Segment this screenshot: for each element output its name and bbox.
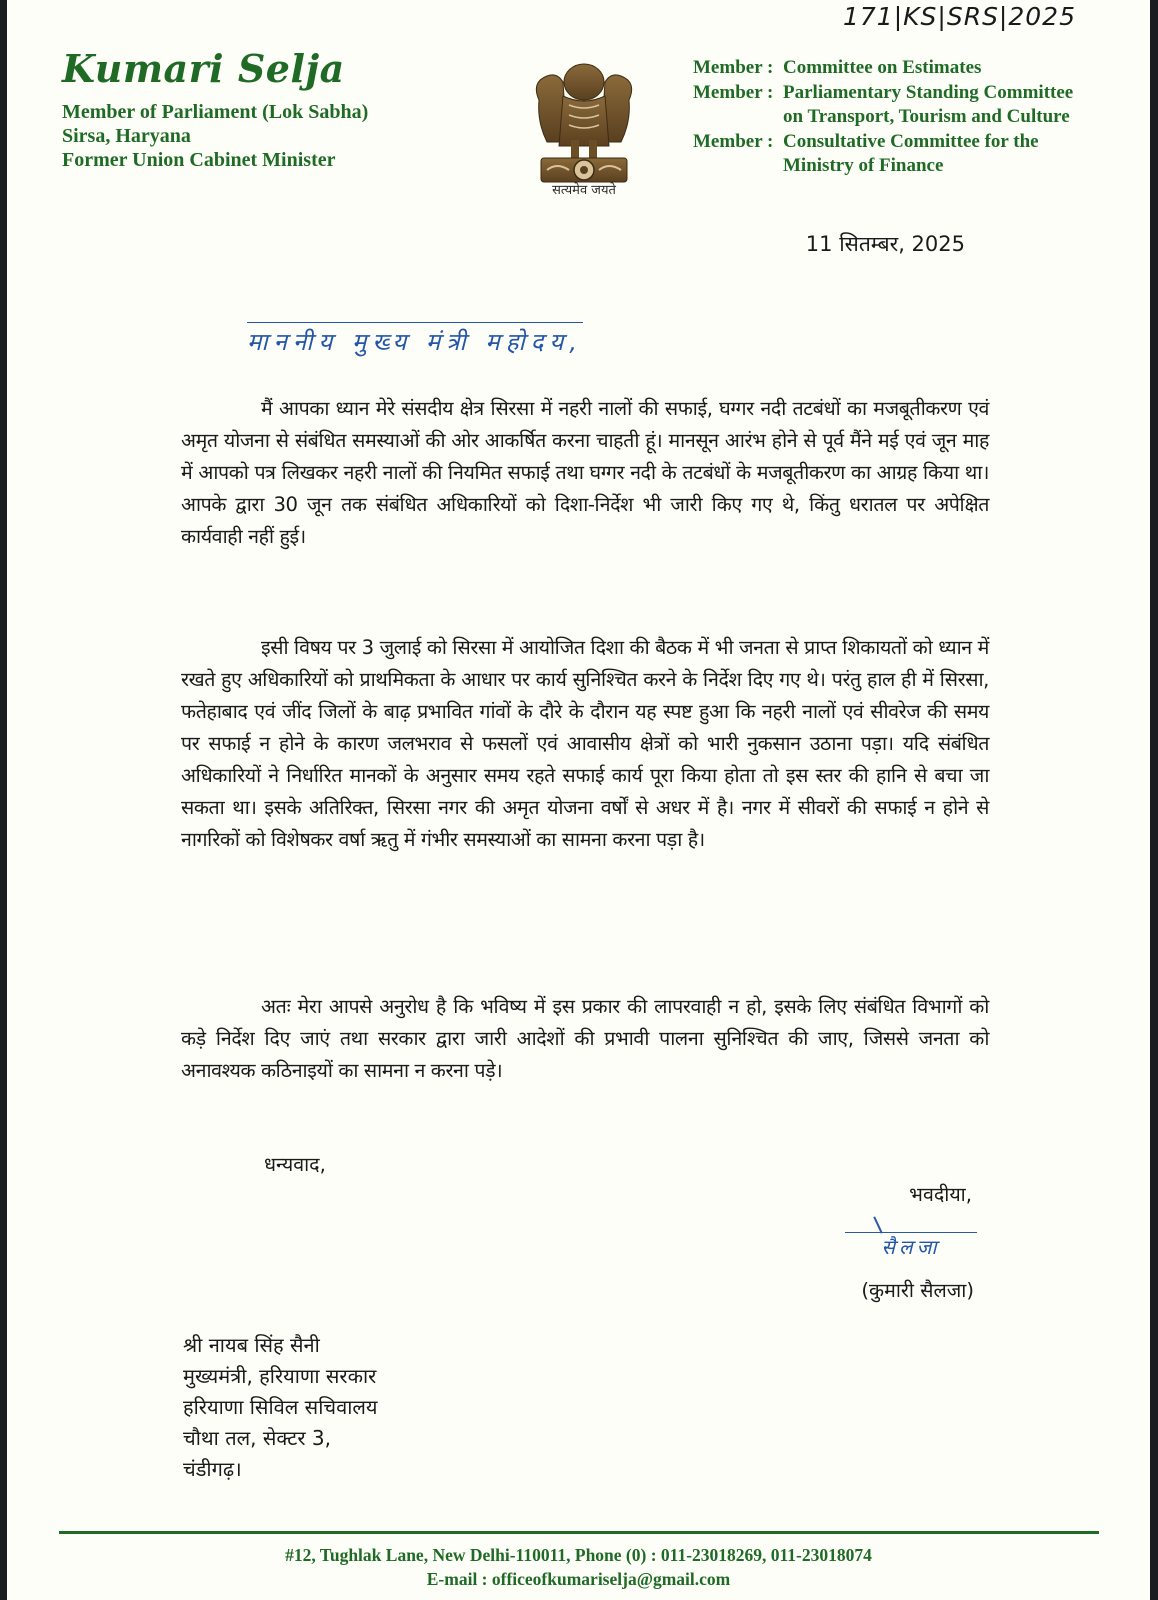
body-paragraph bbox=[181, 991, 989, 1087]
footer bbox=[7, 1543, 1150, 1591]
footer-email: E-mail : officeofkumariselja@gmail.com bbox=[426, 1569, 731, 1589]
recipient-address bbox=[183, 1330, 378, 1485]
membership-label: Member : bbox=[693, 57, 774, 78]
handwritten-signature: सैलजा bbox=[845, 1232, 977, 1260]
membership-label: Member : bbox=[693, 130, 774, 152]
letter-page bbox=[7, 0, 1150, 1600]
reference-number: 171|KS|SRS|2025 bbox=[843, 2, 1076, 31]
letterhead-name: Kumari Selja bbox=[62, 46, 345, 91]
signature-stroke bbox=[873, 1216, 882, 1233]
recipient-line: हरियाणा सिविल सचिवालय bbox=[183, 1395, 378, 1419]
recipient-line: श्री नायब सिंह सैनी bbox=[183, 1333, 320, 1357]
membership-line: Consultative Committee for the bbox=[783, 130, 1039, 152]
paragraph-text: इसी विषय पर 3 जुलाई को सिरसा में आयोजित दिशा की बैठक में भी जनता से प्राप्त शिकायतों को ध्यान में रखते हुए अधिकारियों को प्राथमिकता के आधार पर कार्य सुनिश्चित करने के निर्देश दिए गए थे। परंतु हाल ही में सिरसा, फतेहाबाद एवं जींद जिलों के बाढ़ प्रभावित गांवों के दौरे के दौरान यह स्पष्ट हुआ कि नहरी नालों एवं सीवरेज की समय पर सफाई न होने के कारण जलभराव से फसलों एवं आवासीय क्षेत्रों को भारी नुकसान उठाना पड़ा। यदि संबंधित अधिकारियों ने निर्धारित मानकों के अनुसार समय रहते सफाई कार्य पूरा किया होता तो इस स्तर की हानि से बचा जा सकता था। इसके अतिरिक्त, सिरसा नगर की अमृत योजना वर्षों से अधर में है। नगर में सीवरों की सफाई न होने से नागरिकों को विशेषकर वर्षा ऋतु में गंभीर समस्याओं का सामना करना पड़ा है। bbox=[181, 636, 989, 851]
sender-name: (कुमारी सैलजा) bbox=[861, 1279, 974, 1302]
paragraph-text: मैं आपका ध्यान मेरे संसदीय क्षेत्र सिरसा में नहरी नालों की सफाई, घग्गर नदी तटबंधों का मजबूतीकरण एवं अमृत योजना से संबंधित समस्याओं की ओर आकर्षित करना चाहती हूं। मानसून आरंभ होने से पूर्व मैंने मई एवं जून माह में आपको पत्र लिखकर नहरी नालों की नियमित सफाई तथा घग्गर नदी के तटबंधों के मजबूतीकरण का आग्रह किया था। आपके द्वारा 30 जून तक संबंधित अधिकारियों को दिशा-निर्देश भी जारी किए गए थे, किंतु धरातल पर अपेक्षित कार्यवाही नहीं हुई। bbox=[181, 397, 989, 548]
national-emblem-icon bbox=[525, 50, 643, 200]
emblem-motto: सत्यमेव जयते bbox=[552, 183, 616, 198]
membership-line: Parliamentary Standing Committee bbox=[783, 81, 1074, 103]
paragraph-text: अतः मेरा आपसे अनुरोध है कि भविष्य में इस प्रकार की लापरवाही न हो, इसके लिए संबंधित विभागों को कड़े निर्देश दिए जाएं तथा सरकार द्वारा जारी आदेशों की प्रभावी पालना सुनिश्चित की जाए, जिससे जनता को अनावश्यक कठिनाइयों का सामना न करना पड़े। bbox=[181, 995, 989, 1082]
membership-line: Ministry of Finance bbox=[783, 155, 944, 176]
membership-line: on Transport, Tourism and Culture bbox=[783, 106, 1070, 127]
membership-value bbox=[783, 56, 981, 81]
recipient-line: चौथा तल, सेक्टर 3, bbox=[183, 1426, 331, 1450]
designation-line: Former Union Cabinet Minister bbox=[62, 149, 336, 171]
footer-address: #12, Tughlak Lane, New Delhi-110011, Phone (0) : 011-23018269, 011-23018074 bbox=[285, 1545, 872, 1565]
designation-line: Sirsa, Haryana bbox=[62, 125, 191, 147]
membership-item bbox=[693, 56, 1073, 81]
membership-value bbox=[783, 130, 1039, 179]
recipient-line: चंडीगढ़। bbox=[183, 1457, 242, 1481]
membership-item bbox=[693, 130, 1073, 179]
membership-label: Member : bbox=[693, 81, 774, 103]
salutation: माननीय मुख्य मंत्री महोदय, bbox=[247, 322, 583, 358]
letter-date: 11 सितम्बर, 2025 bbox=[805, 232, 965, 256]
designation-line: Member of Parliament (Lok Sabha) bbox=[62, 101, 369, 123]
letterhead-memberships bbox=[693, 56, 1073, 179]
footer-divider bbox=[59, 1531, 1099, 1534]
body-paragraph bbox=[181, 393, 989, 553]
letterhead-designation bbox=[62, 100, 368, 172]
membership-value bbox=[783, 81, 1073, 130]
closing-thanks: धन्यवाद, bbox=[264, 1153, 326, 1176]
body-paragraph bbox=[181, 632, 989, 856]
membership-item bbox=[693, 81, 1073, 130]
recipient-line: मुख्यमंत्री, हरियाणा सरकार bbox=[183, 1364, 377, 1388]
closing-yours: भवदीया, bbox=[909, 1183, 972, 1206]
membership-line: Committee on Estimates bbox=[783, 57, 982, 78]
